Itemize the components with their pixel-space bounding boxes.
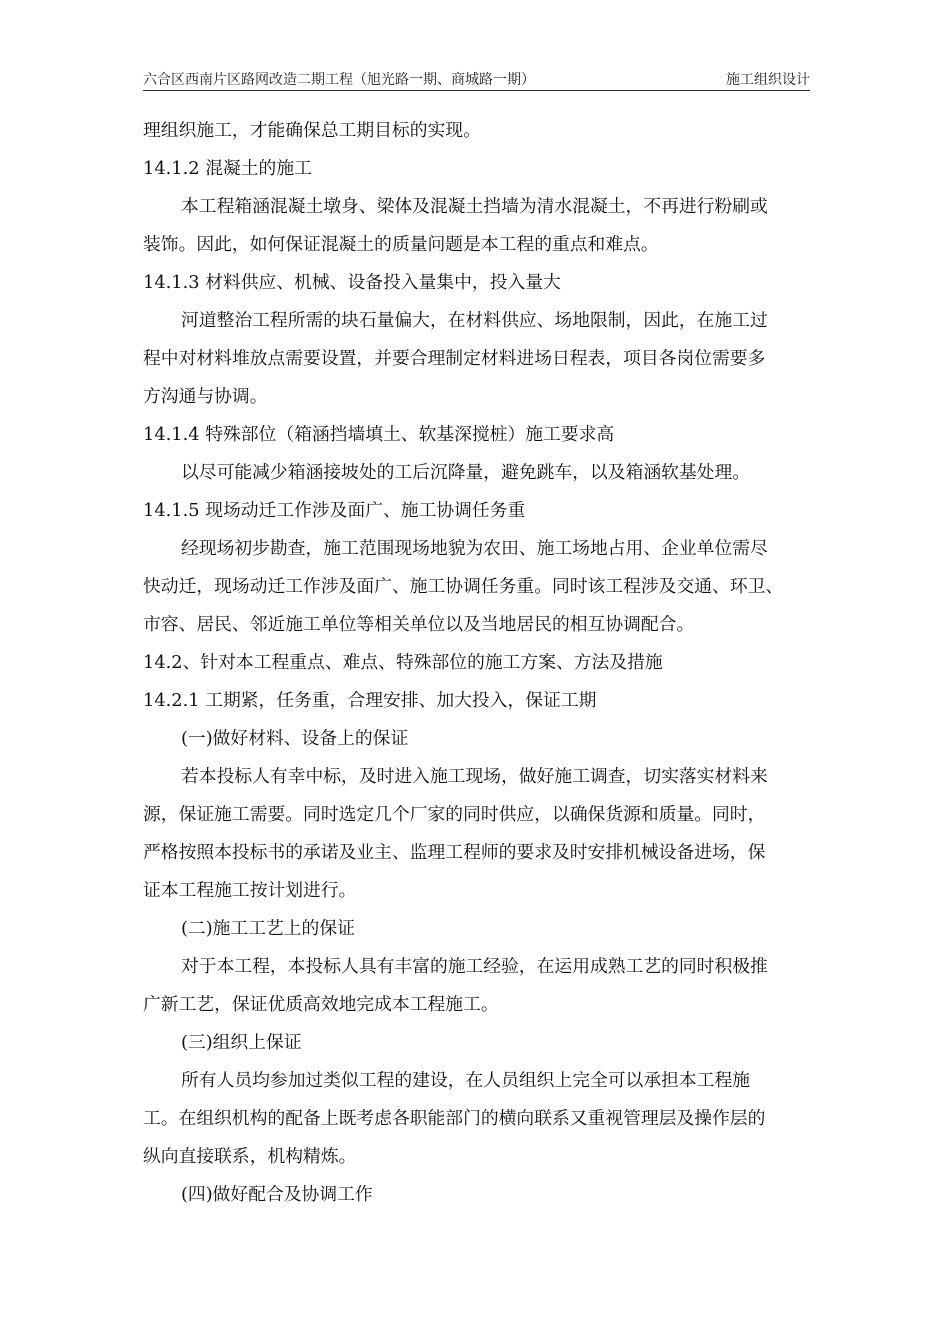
- text-line: 装饰。因此，如何保证混凝土的质量问题是本工程的重点和难点。: [143, 234, 659, 255]
- text-line: 证本工程施工按计划进行。: [143, 880, 357, 901]
- text-line: 理组织施工，才能确保总工期目标的实现。: [143, 120, 481, 141]
- text-line: 14.2.1 工期紧，任务重，合理安排、加大投入，保证工期: [143, 690, 597, 711]
- text-line: 广新工艺，保证优质高效地完成本工程施工。: [143, 994, 499, 1015]
- text-line: (一)做好材料、设备上的保证: [181, 728, 409, 749]
- text-line: 程中对材料堆放点需要设置，并要合理制定材料进场日程表，项目各岗位需要多: [143, 348, 766, 369]
- document-body: [143, 112, 810, 1214]
- text-line: 源，保证施工需要。同时选定几个厂家的同时供应，以确保货源和质量。同时，: [143, 804, 766, 825]
- text-line: (四)做好配合及协调工作: [181, 1184, 373, 1205]
- text-line: 河道整治工程所需的块石量偏大，在材料供应、场地限制，因此，在施工过: [181, 310, 768, 331]
- page-header: [143, 70, 810, 91]
- text-line: 严格按照本投标书的承诺及业主、监理工程师的要求及时安排机械设备进场，保: [143, 842, 766, 863]
- text-line: 14.1.4 特殊部位（箱涵挡墙填土、软基深搅桩）施工要求高: [143, 424, 615, 445]
- text-line: 所有人员均参加过类似工程的建设，在人员组织上完全可以承担本工程施: [181, 1070, 751, 1091]
- text-line: 14.1.2 混凝土的施工: [143, 158, 312, 179]
- text-line: 工。在组织机构的配备上既考虑各职能部门的横向联系又重视管理层及操作层的: [143, 1108, 766, 1129]
- header-document-type: 施工组织设计: [726, 72, 810, 88]
- text-line: 14.2、针对本工程重点、难点、特殊部位的施工方案、方法及措施: [143, 652, 663, 673]
- text-line: 方沟通与协调。: [143, 386, 268, 407]
- text-line: (三)组织上保证: [181, 1032, 302, 1053]
- text-line: 市容、居民、邻近施工单位等相关单位以及当地居民的相互协调配合。: [143, 614, 695, 635]
- text-line: 对于本工程，本投标人具有丰富的施工经验，在运用成熟工艺的同时积极推: [181, 956, 768, 977]
- text-line: (二)施工工艺上的保证: [181, 918, 355, 939]
- text-line: 纵向直接联系，机构精炼。: [143, 1146, 357, 1167]
- text-line: 以尽可能减少箱涵接坡处的工后沉降量，避免跳车，以及箱涵软基处理。: [181, 462, 751, 483]
- text-line: 14.1.3 材料供应、机械、设备投入量集中，投入量大: [143, 272, 561, 293]
- text-line: 快动迁，现场动迁工作涉及面广、施工协调任务重。同时该工程涉及交通、环卫、: [143, 576, 784, 597]
- text-line: 本工程箱涵混凝土墩身、梁体及混凝土挡墙为清水混凝土，不再进行粉刷或: [181, 196, 768, 217]
- text-line: 若本投标人有幸中标，及时进入施工现场，做好施工调查，切实落实材料来: [181, 766, 768, 787]
- header-project-title: 六合区西南片区路网改造二期工程（旭光路一期、商城路一期）: [143, 72, 535, 88]
- text-line: 14.1.5 现场动迁工作涉及面广、施工协调任务重: [143, 500, 526, 521]
- text-line: 经现场初步勘查，施工范围现场地貌为农田、施工场地占用、企业单位需尽: [181, 538, 768, 559]
